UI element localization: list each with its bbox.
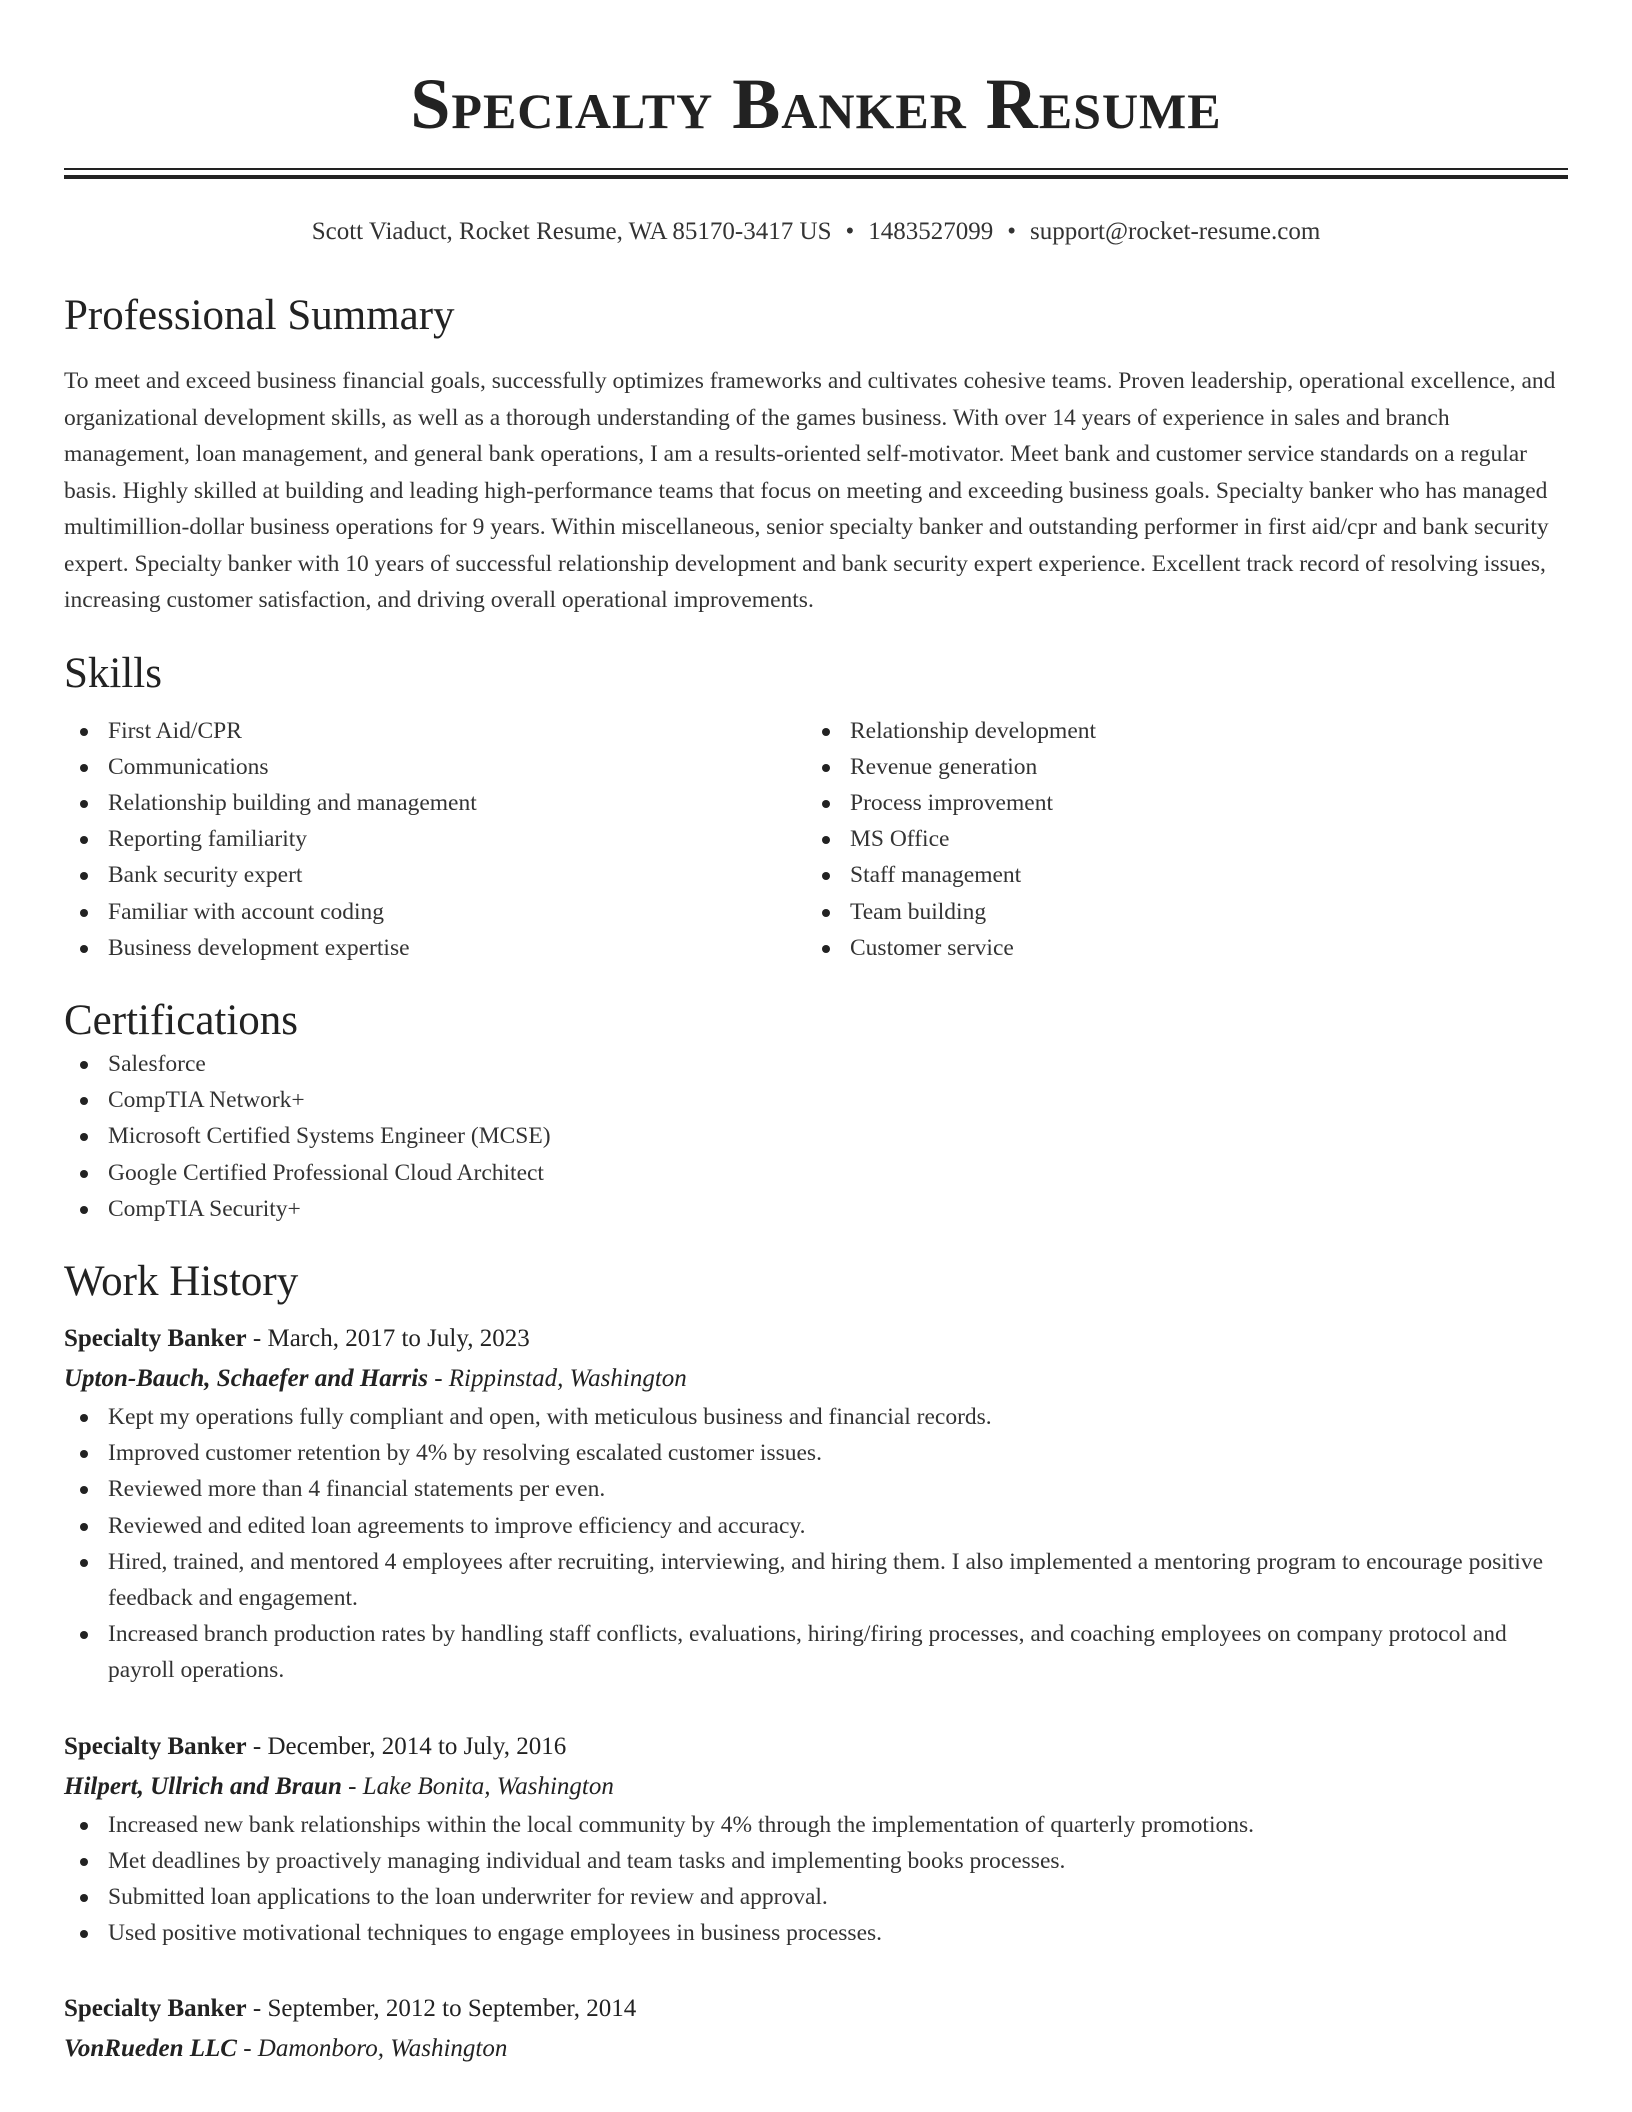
job-dates: December, 2014 to July, 2016 xyxy=(267,1732,567,1760)
job-title-line xyxy=(64,1727,1568,1767)
bullet-dot xyxy=(822,945,830,953)
bullet-dot xyxy=(80,1894,88,1902)
certification-item xyxy=(64,1118,1568,1154)
job-company-line xyxy=(64,1767,1568,1807)
skill-item xyxy=(806,821,1548,857)
job-bullet xyxy=(64,1399,1568,1435)
skill-item-text: Staff management xyxy=(850,862,1022,889)
skill-item-text: Relationship building and management xyxy=(108,789,477,816)
bullet-dot xyxy=(80,1858,88,1866)
contact-address: Scott Viaduct, Rocket Resume, WA 85170-3417 US xyxy=(311,218,832,245)
job-location: Rippinstad, Washington xyxy=(448,1364,687,1392)
job-bullet xyxy=(64,1435,1568,1471)
bullet-dot xyxy=(80,836,88,844)
job-bullet-text: Increased new bank relationships within the local community by 4% through the implementation of quarterly promotions. xyxy=(108,1811,1255,1838)
bullet-dot xyxy=(80,1061,88,1069)
bullet-dot xyxy=(80,1450,88,1458)
bullet-dot xyxy=(80,1170,88,1178)
job-dash: - xyxy=(246,1324,268,1352)
title-rule-thin xyxy=(64,168,1568,170)
job-bullet xyxy=(64,1616,1568,1688)
job-bullet xyxy=(64,1508,1568,1544)
skill-item-text: First Aid/CPR xyxy=(108,717,242,744)
resume-title: Specialty Banker Resume xyxy=(410,64,1222,144)
job-entry xyxy=(64,1319,1568,1689)
skill-item-text: Business development expertise xyxy=(108,934,410,961)
job-bullet xyxy=(64,1544,1568,1616)
bullet-dot xyxy=(80,1631,88,1639)
contact-phone: 1483527099 xyxy=(868,218,994,245)
skill-item xyxy=(64,785,806,821)
job-bullet-text: Increased branch production rates by handling staff conflicts, evaluations, hiring/firing processes, and coaching employees on company protocol and payroll operations. xyxy=(108,1621,1507,1684)
skill-item-text: Relationship development xyxy=(850,717,1097,744)
job-bullet-text: Reviewed and edited loan agreements to improve efficiency and accuracy. xyxy=(108,1512,806,1539)
job-bullet-text: Used positive motivational techniques to engage employees in business processes. xyxy=(108,1920,883,1947)
bullet-dot xyxy=(822,728,830,736)
bullet-dot xyxy=(80,728,88,736)
certification-item xyxy=(64,1155,1568,1191)
certification-item-text: CompTIA Network+ xyxy=(108,1087,305,1114)
job-title: Specialty Banker xyxy=(64,1995,247,2023)
bullet-dot xyxy=(80,1486,88,1494)
summary-text: To meet and exceed business financial goals, successfully optimizes frameworks and cultivates cohesive teams. Proven leadership, operational excellence, and organizational development skills, as well as a thorough understanding of the games business. With over 14 years of experience in sales and branch management, loan management, and general bank operations, I am a results-oriented self-motivator. Meet bank and customer service standards on a regular basis. Highly skilled at building and leading high-performance teams that focus on meeting and exceeding business goals. Specialty banker who has managed multimillion-dollar business operations for 9 years. Within miscellaneous, senior specialty banker and outstanding performer in first aid/cpr and bank security expert. Specialty banker with 10 years of successful relationship development and bank security expert experience. Excellent track record of resolving issues, increasing customer satisfaction, and driving overall operational improvements. xyxy=(64,368,1556,613)
bullet-dot xyxy=(80,872,88,880)
title-rule-thick xyxy=(64,175,1568,179)
job-bullets xyxy=(64,1399,1568,1689)
bullet-dot xyxy=(822,909,830,917)
skill-item xyxy=(806,749,1548,785)
job-title-line xyxy=(64,1989,1568,2029)
work-history-heading: Work History xyxy=(64,1257,299,1305)
bullet-dot xyxy=(822,800,830,808)
certifications-heading: Certifications xyxy=(64,996,299,1044)
bullet-dot xyxy=(80,764,88,772)
certification-item xyxy=(64,1082,1568,1118)
work-history-list xyxy=(64,1319,1568,2069)
job-bullet xyxy=(64,1807,1568,1843)
skill-item xyxy=(806,894,1548,930)
skill-item-text: MS Office xyxy=(850,826,950,853)
skill-item xyxy=(64,930,806,966)
job-bullet-text: Met deadlines by proactively managing individual and team tasks and implementing books processes. xyxy=(108,1847,1066,1874)
job-bullet-text: Submitted loan applications to the loan underwriter for review and approval. xyxy=(108,1883,828,1910)
skill-item xyxy=(64,713,806,749)
job-bullet xyxy=(64,1915,1568,1951)
bullet-dot xyxy=(822,764,830,772)
bullet-dot xyxy=(80,1822,88,1830)
summary-heading: Professional Summary xyxy=(64,292,455,339)
job-dash: - xyxy=(341,1772,363,1800)
certification-item xyxy=(64,1046,1568,1082)
job-bullets xyxy=(64,1807,1568,1952)
skill-item xyxy=(64,894,806,930)
skill-item-text: Familiar with account coding xyxy=(108,898,385,925)
skill-item-text: Revenue generation xyxy=(850,753,1038,780)
certification-item-text: Microsoft Certified Systems Engineer (MCSE) xyxy=(108,1123,551,1150)
skills-heading: Skills xyxy=(64,649,162,697)
job-bullet-text: Kept my operations fully compliant and open, with meticulous business and financial records. xyxy=(108,1403,992,1430)
job-company: Hilpert, Ullrich and Braun xyxy=(64,1772,342,1800)
resume-page xyxy=(64,0,1568,2069)
skill-item xyxy=(64,749,806,785)
contact-line xyxy=(64,217,1568,247)
job-title-line xyxy=(64,1319,1568,1359)
job-company: VonRueden LLC xyxy=(64,2035,237,2063)
contact-separator: • xyxy=(1007,218,1016,245)
skill-item xyxy=(806,713,1548,749)
certification-item-text: Google Certified Professional Cloud Architect xyxy=(108,1159,544,1186)
job-bullet xyxy=(64,1879,1568,1915)
skill-item-text: Customer service xyxy=(850,934,1014,961)
bullet-dot xyxy=(822,836,830,844)
job-bullet-text: Hired, trained, and mentored 4 employees after recruiting, interviewing, and hiring them. I also implemented a mentoring program to encourage positive feedback and engagement. xyxy=(108,1548,1544,1611)
bullet-dot xyxy=(80,1414,88,1422)
skill-item-text: Team building xyxy=(850,898,987,925)
job-location: Lake Bonita, Washington xyxy=(362,1772,614,1800)
skills-grid xyxy=(64,713,1568,966)
job-bullet xyxy=(64,1843,1568,1879)
job-company-line xyxy=(64,2029,1568,2069)
job-bullet xyxy=(64,1471,1568,1507)
bullet-dot xyxy=(80,800,88,808)
job-dates: September, 2012 to September, 2014 xyxy=(267,1995,637,2023)
bullet-dot xyxy=(80,1133,88,1141)
certifications-list xyxy=(64,1046,1568,1227)
job-title: Specialty Banker xyxy=(64,1324,247,1352)
skill-item xyxy=(64,821,806,857)
job-company-line xyxy=(64,1359,1568,1399)
skill-item xyxy=(806,785,1548,821)
job-entry xyxy=(64,1989,1568,2069)
bullet-dot xyxy=(80,1097,88,1105)
bullet-dot xyxy=(80,945,88,953)
certification-item-text: CompTIA Security+ xyxy=(108,1195,301,1222)
skill-item-text: Bank security expert xyxy=(108,862,303,889)
contact-separator: • xyxy=(845,218,855,245)
certification-item xyxy=(64,1191,1568,1227)
bullet-dot xyxy=(822,872,830,880)
skill-item xyxy=(64,857,806,893)
skill-item-text: Communications xyxy=(108,753,269,780)
job-dash: - xyxy=(246,1995,268,2023)
contact-email: support@rocket-resume.com xyxy=(1030,218,1321,245)
skill-item xyxy=(806,857,1548,893)
bullet-dot xyxy=(80,909,88,917)
job-title: Specialty Banker xyxy=(64,1732,247,1760)
job-dates: March, 2017 to July, 2023 xyxy=(267,1324,530,1352)
bullet-dot xyxy=(80,1930,88,1938)
job-location: Damonboro, Washington xyxy=(257,2035,508,2063)
skill-item-text: Process improvement xyxy=(850,789,1053,816)
skills-column-left xyxy=(64,713,806,966)
skills-column-right xyxy=(806,713,1548,966)
job-bullet-text: Reviewed more than 4 financial statements per even. xyxy=(108,1476,606,1503)
job-dash: - xyxy=(246,1732,268,1760)
certification-item-text: Salesforce xyxy=(108,1050,206,1077)
skill-item-text: Reporting familiarity xyxy=(108,826,308,853)
skill-item xyxy=(806,930,1548,966)
title-double-rule xyxy=(64,168,1568,179)
job-entry xyxy=(64,1727,1568,1952)
bullet-dot xyxy=(80,1523,88,1531)
bullet-dot xyxy=(80,1206,88,1214)
skills-list-right xyxy=(806,713,1548,966)
job-bullet-text: Improved customer retention by 4% by resolving escalated customer issues. xyxy=(108,1440,822,1467)
job-company: Upton-Bauch, Schaefer and Harris xyxy=(64,1364,428,1392)
bullet-dot xyxy=(80,1559,88,1567)
job-dash: - xyxy=(427,1364,449,1392)
skills-list-left xyxy=(64,713,806,966)
job-dash: - xyxy=(236,2035,258,2063)
